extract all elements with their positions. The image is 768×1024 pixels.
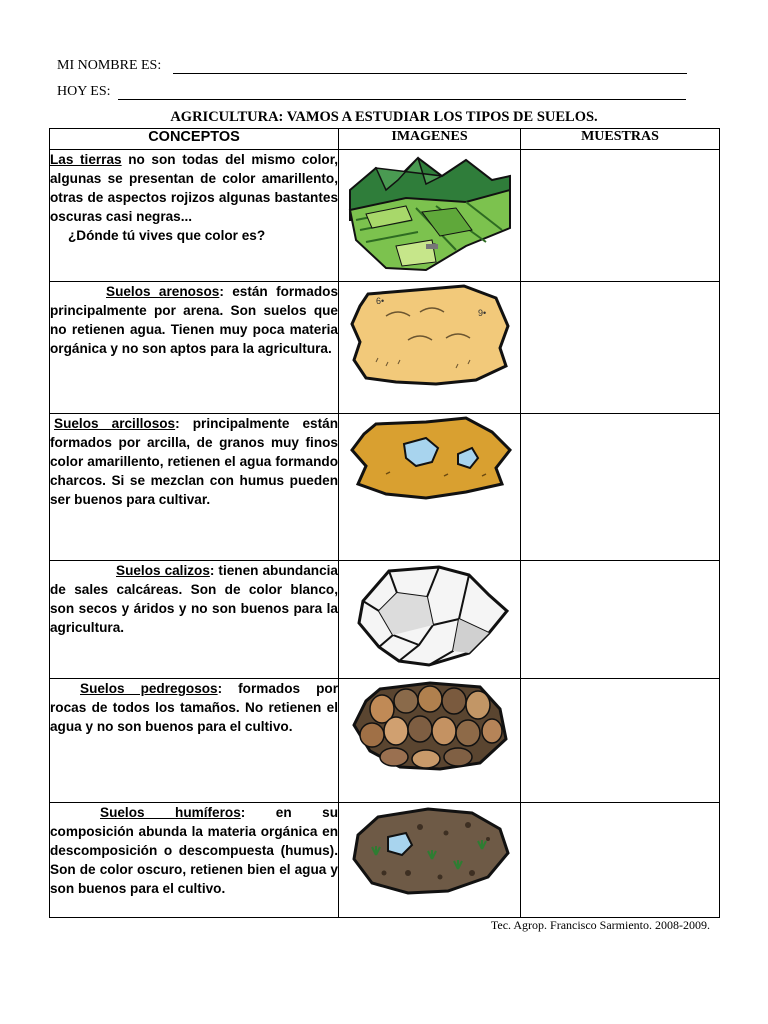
name-field[interactable] bbox=[57, 58, 687, 76]
concept-text: : están formados principalmente por arena. Son suelos que no retienen agua. Tienen muy poca materia orgánica y no son aptos para la agricultura. bbox=[50, 284, 339, 356]
concept-text: : en su composición abunda la materia orgánica en descomposición o descompuesta (humus). Son de color oscuro, retienen bien el agua y son buenos para el cultivo. bbox=[50, 805, 339, 896]
column-header-muestras: MUESTRAS bbox=[521, 129, 720, 150]
image-cell bbox=[339, 282, 521, 414]
concept-term: Suelos arcillosos bbox=[54, 416, 176, 431]
image-cell bbox=[339, 561, 521, 679]
sample-cell[interactable] bbox=[521, 150, 720, 282]
concept-question: ¿Dónde tú vives que color es? bbox=[68, 228, 266, 243]
concept-text: no son todas del mismo color, algunas se presentan de color amarillento, otras de aspectos rojizos algunas bastantes oscuras casi negras... bbox=[50, 152, 339, 224]
author-credit: Tec. Agrop. Francisco Sarmiento. 2008-2009. bbox=[490, 918, 710, 932]
page-title: AGRICULTURA: VAMOS A ESTUDIAR LOS TIPOS DE SUELOS. bbox=[170, 109, 598, 125]
sample-cell[interactable] bbox=[521, 679, 720, 803]
concept-cell bbox=[50, 561, 339, 679]
svg-text:6•: 6• bbox=[375, 296, 384, 306]
name-label: MI NOMBRE ES: bbox=[57, 58, 162, 73]
concept-cell bbox=[50, 414, 339, 561]
image-cell bbox=[339, 150, 521, 282]
concept-cell bbox=[50, 282, 339, 414]
date-underline bbox=[118, 99, 686, 100]
date-field[interactable] bbox=[57, 84, 687, 102]
limestone-soil-image bbox=[349, 561, 511, 669]
stony-soil-image bbox=[350, 679, 510, 773]
concept-cell bbox=[50, 679, 339, 803]
column-header-conceptos: CONCEPTOS bbox=[50, 129, 339, 150]
sample-cell[interactable] bbox=[521, 561, 720, 679]
concept-term: Las tierras bbox=[50, 152, 122, 167]
humus-soil-image bbox=[348, 803, 512, 897]
svg-text:9•: 9• bbox=[477, 308, 486, 318]
table-row bbox=[50, 282, 720, 414]
concept-term: Suelos calizos bbox=[116, 563, 210, 578]
sandy-soil-image bbox=[346, 282, 514, 390]
concept-text: : formados por rocas de todos los tamaños. No retienen el agua y no son buenos para el cultivo. bbox=[50, 681, 338, 734]
concept-term: Suelos humíferos bbox=[100, 805, 241, 820]
clay-soil-image bbox=[346, 414, 514, 502]
image-cell bbox=[339, 679, 521, 803]
sample-cell[interactable] bbox=[521, 414, 720, 561]
name-underline bbox=[173, 73, 687, 74]
table-row bbox=[50, 414, 720, 561]
table-row bbox=[50, 679, 720, 803]
concept-text: : tienen abundancia de sales calcáreas. Son de color blanco, son secos y áridos y no son buenos para la agricultura. bbox=[50, 563, 338, 635]
concept-term: Suelos arenosos bbox=[106, 284, 220, 299]
date-label: HOY ES: bbox=[57, 84, 111, 99]
table-row bbox=[50, 561, 720, 679]
concept-text: : principalmente están formados por arcilla, de granos muy finos color amarillento, retienen el agua formando charcos. Si se mezclan con humus pueden ser buenos para cultivar. bbox=[50, 416, 338, 507]
table-row bbox=[50, 803, 720, 918]
column-header-imagenes: IMAGENES bbox=[339, 129, 521, 150]
landscape-fields-image bbox=[346, 150, 514, 272]
sample-cell[interactable] bbox=[521, 282, 720, 414]
image-cell bbox=[339, 803, 521, 918]
sample-cell[interactable] bbox=[521, 803, 720, 918]
concept-term: Suelos pedregosos bbox=[80, 681, 218, 696]
concept-cell bbox=[50, 803, 339, 918]
image-cell bbox=[339, 414, 521, 561]
table-header-row bbox=[50, 129, 720, 150]
table-row bbox=[50, 150, 720, 282]
soil-types-table bbox=[49, 128, 720, 918]
concept-cell bbox=[50, 150, 339, 282]
